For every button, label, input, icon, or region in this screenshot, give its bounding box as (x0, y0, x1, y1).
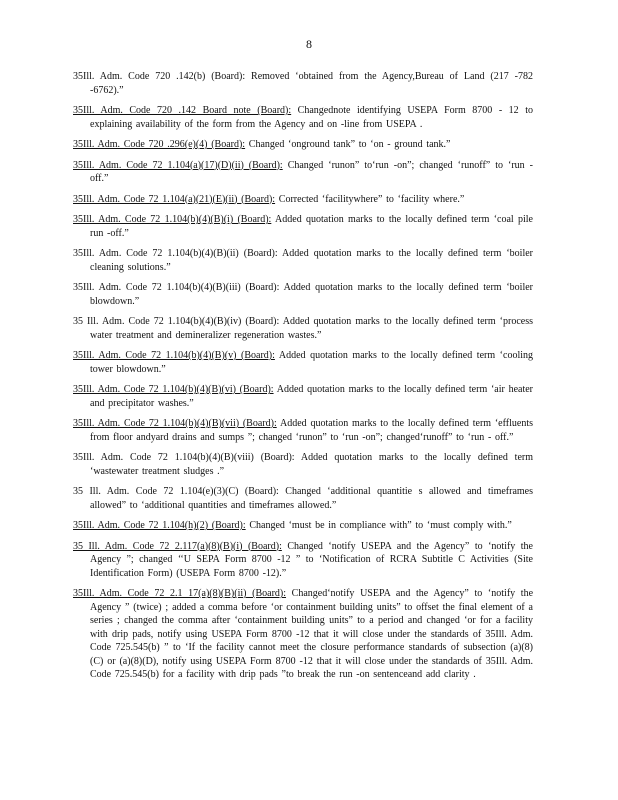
change-description: Added quotation marks to the locally defined term ‘cooling tower blowdown.” (90, 350, 533, 375)
list-item (73, 247, 533, 274)
list-item (73, 193, 533, 207)
change-description: Added quotation marks to the locally defined term ‘process water treatment and demineralizer regeneration wastes.” (90, 316, 533, 341)
change-description: Changed‘notify USEPA and the Agency” to ‘notify the Agency ” (twice) ; added a comma before ‘or containment building units” to offset the final element of a series ; changed the comma after ‘containment building units” to a period and changed ‘or for a facility with drip pads, notify using USEPA Form 8700 -12 that it will close under the standards of 35Ill. Adm. Code 725.545(b) ” to ‘If the facility cannot meet the closure performance standards of subsection (a)(8)(C) or (a)(8)(D), notify using USEPA Form 8700 -12 that it will close under the standards of 35Ill. Adm. Code 725.545(b) for a facility with drip pads ”to break the run -on sentenceand add clarity . (90, 588, 534, 680)
citation: 35Ill. Adm. Code 72 1.104(b)(4)(B)(iii) (Board): (73, 282, 280, 293)
page-number: 8 (306, 37, 312, 51)
citation: 35Ill. Adm. Code 72 1.104(a)(17)(D)(ii) (Board): (73, 159, 283, 171)
citation: 35Ill. Adm. Code 72 1.104(b)(4)(B)(viii) (Board): (73, 452, 295, 463)
change-description: Changed ‘notify USEPA and the Agency” to ‘notify the Agency ”; changed ‘‘U SEPA Form 8700 -12 ” to ‘Notification of RCRA Subtitle C Activities (Site Identification Form) (USEPA Form 8700 -12).” (90, 540, 533, 579)
list-item (73, 540, 533, 581)
citation: 35 Ill. Adm. Code 72 2.117(a)(8)(B)(i) (Board): (73, 540, 282, 552)
citation: 35 Ill. Adm. Code 72 1.104(e)(3)(C) (Board): (73, 486, 279, 497)
list-item (73, 104, 533, 131)
change-description: Changed ‘must be in compliance with” to ‘must comply with.” (245, 520, 512, 531)
citation: 35Ill. Adm. Code 72 2.1 17(a)(8)(B)(ii) (Board): (73, 588, 287, 599)
change-description: Added quotation marks to the locally defined term ‘boiler cleaning solutions.” (90, 248, 533, 273)
change-description: Added quotation marks to the locally defined term ‘air heater and precipitator washes.” (90, 384, 533, 409)
change-description: Added quotation marks to the locally defined term ‘coal pile run -off.” (90, 214, 533, 239)
citation: 35Ill. Adm. Code 72 1.104(b)(4)(B)(i) (Board): (73, 214, 272, 225)
change-description: Changed ‘runon” to‘run -on”; changed ‘runoff” to ‘run -off.” (90, 159, 533, 184)
list-item (73, 383, 533, 410)
list-item (73, 315, 533, 342)
citation: 35Ill. Adm. Code 72 1.104(b)(4)(B)(ii) (Board): (73, 248, 278, 259)
list-item (73, 417, 533, 444)
list-item (73, 587, 533, 682)
change-description: Changed ‘onground tank” to ‘on - ground tank.” (245, 139, 451, 150)
change-description: Corrected ‘facilitywhere” to ‘facility where.” (275, 193, 465, 205)
citation: 35Ill. Adm. Code 72 1.104(b)(4)(B)(v) (Board): (73, 350, 275, 361)
change-description: Added quotation marks to the locally defined term ‘effluents from floor andyard drains and sumps ”; changed ‘runon” to ‘run -on”; changed‘runoff” to ‘run - off.” (90, 418, 533, 443)
list-item (73, 70, 533, 97)
change-description: Changednote identifying USEPA Form 8700 - 12 to explaining availability of the form from the Agency and on -line from USEPA . (90, 105, 533, 130)
change-description: Removed ‘obtained from the Agency,Bureau of Land (217 -782 -6762).” (90, 71, 533, 96)
list-item (73, 159, 533, 186)
list-item (73, 138, 533, 152)
citation: 35Ill. Adm. Code 72 1.104(h)(2) (Board): (73, 520, 246, 531)
list-item (73, 485, 533, 512)
citation: 35 Ill. Adm. Code 72 1.104(b)(4)(B)(iv) (Board): (73, 316, 280, 327)
change-list (73, 70, 533, 689)
list-item (73, 213, 533, 240)
list-item (73, 519, 533, 533)
change-description: Added quotation marks to the locally defined term ‘wastewater treatment sludges .” (90, 452, 533, 477)
citation: 35Ill. Adm. Code 720 .296(e)(4) (Board): (73, 139, 246, 150)
citation: 35Ill. Adm. Code 720 .142(b) (Board): (73, 71, 246, 82)
change-description: Changed ‘additional quantitie s allowed and timeframes allowed” to ‘additional quantities and timeframes allowed.” (90, 486, 533, 511)
citation: 35Ill. Adm. Code 72 1.104(b)(4)(B)(vi) (Board): (73, 384, 274, 395)
change-description: Added quotation marks to the locally defined term ‘boiler blowdown.” (90, 282, 534, 307)
list-item (73, 451, 533, 478)
citation: 35Ill. Adm. Code 72 1.104(a)(21)(E)(ii) (Board): (73, 193, 276, 205)
list-item (73, 349, 533, 376)
citation: 35Ill. Adm. Code 72 1.104(b)(4)(B)(vii) (Board): (73, 418, 277, 429)
citation: 35Ill. Adm. Code 720 .142 Board note (Board): (73, 105, 292, 116)
list-item (73, 281, 533, 308)
